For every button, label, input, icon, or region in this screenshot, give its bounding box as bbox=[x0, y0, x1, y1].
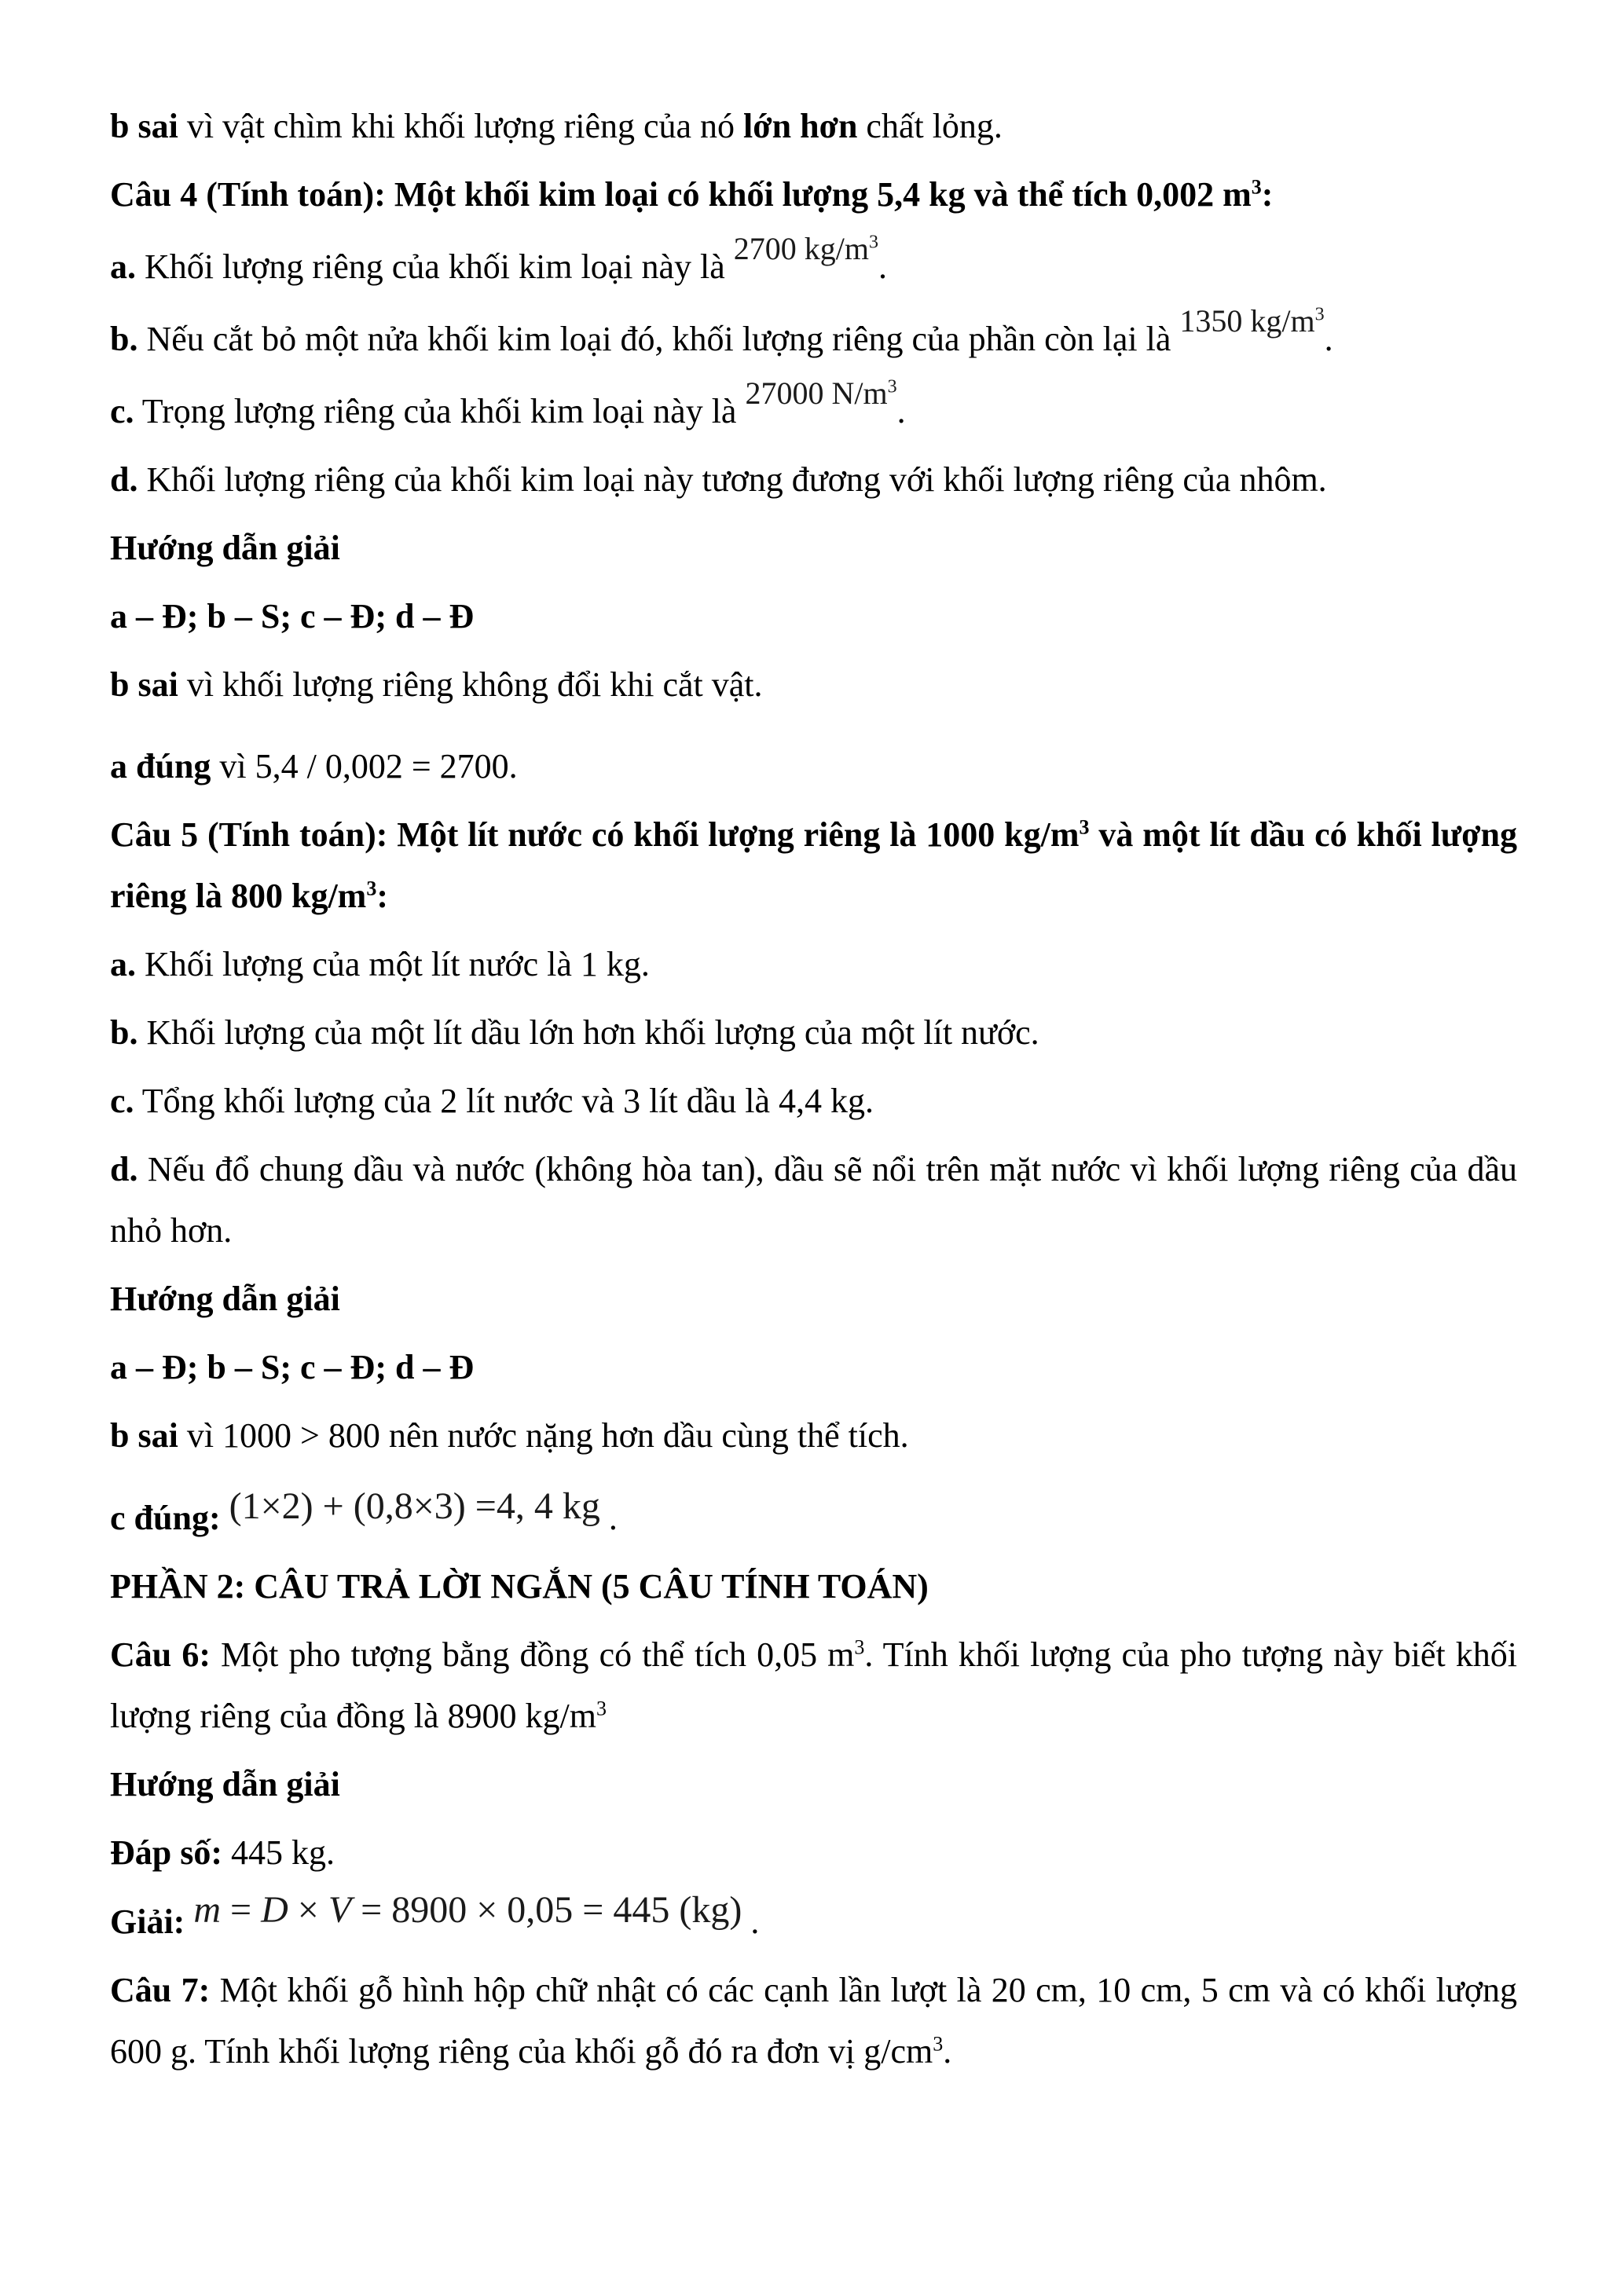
q5-option-d bbox=[110, 1139, 1517, 1262]
question-label: Câu 6: bbox=[110, 1635, 211, 1674]
superscript: 3 bbox=[366, 877, 377, 900]
question-6 bbox=[110, 1624, 1517, 1747]
formula-text: = 8900 × 0,05 = 445 (kg) bbox=[351, 1889, 742, 1931]
bold-run: Câu 4 (Tính toán): Một khối kim loại có khối lượng 5,4 kg và thể tích 0,002 m bbox=[110, 175, 1252, 214]
q5-note-c-dung bbox=[110, 1487, 1517, 1549]
part-2-heading bbox=[110, 1556, 1517, 1617]
text-run: . bbox=[742, 1902, 760, 1941]
bold-run: Câu 5 (Tính toán): Một lít nước có khối lượng riêng là 1000 kg/m bbox=[110, 815, 1080, 854]
formula-exponent: 3 bbox=[1314, 304, 1325, 325]
q4-option-b bbox=[110, 305, 1517, 370]
bold-run: a đúng bbox=[110, 747, 211, 785]
q4-option-c bbox=[110, 377, 1517, 442]
superscript: 3 bbox=[854, 1635, 865, 1659]
text-run: Khối lượng của một lít nước là 1 kg. bbox=[136, 945, 650, 983]
text-run: Khối lượng riêng của khối kim loại này tương đương với khối lượng riêng của nhôm. bbox=[137, 460, 1327, 499]
formula-base: 1350 kg/m bbox=[1179, 303, 1315, 339]
q4-note-a-dung bbox=[110, 736, 1517, 797]
option-label: d. bbox=[110, 1150, 138, 1188]
formula-var: m bbox=[193, 1889, 221, 1931]
bold-run: : bbox=[376, 877, 388, 915]
q4-note-b-sai bbox=[110, 654, 1517, 716]
q5-option-b bbox=[110, 1002, 1517, 1064]
question-5-title bbox=[110, 804, 1517, 927]
bold-run: Hướng dẫn giải bbox=[110, 529, 340, 567]
formula-exponent: 3 bbox=[887, 376, 897, 397]
text-run bbox=[185, 1902, 193, 1941]
bold-run: Hướng dẫn giải bbox=[110, 1280, 340, 1318]
text-run: vì 1000 > 800 nên nước nặng hơn dầu cùng thể tích. bbox=[178, 1416, 909, 1455]
text-run: vì 5,4 / 0,002 = 2700. bbox=[211, 747, 518, 785]
text-run bbox=[221, 1499, 229, 1537]
formula-weight-27000 bbox=[745, 377, 896, 410]
option-label: b. bbox=[110, 1013, 138, 1052]
text-run: . bbox=[943, 2032, 952, 2071]
bold-run: b sai bbox=[110, 107, 178, 145]
bold-run: : bbox=[1261, 175, 1274, 214]
bold-run: và một lít dầu có khối lượng riêng là 800 kg/m bbox=[110, 815, 1517, 915]
text-run: Trọng lượng riêng của khối kim loại này là bbox=[134, 392, 746, 430]
text-run: Tổng khối lượng của 2 lít nước và 3 lít dầu là 4,4 kg. bbox=[134, 1082, 874, 1120]
text-run: . bbox=[896, 392, 906, 430]
text-run: . Tính khối lượng của pho tượng này biết khối lượng riêng của đồng là 8900 kg/m bbox=[110, 1635, 1517, 1735]
question-4-title bbox=[110, 164, 1517, 225]
formula-base: 27000 N/m bbox=[745, 375, 888, 411]
text-run: chất lỏng. bbox=[857, 107, 1003, 145]
superscript: 3 bbox=[1251, 175, 1262, 199]
formula-m-equals-dv bbox=[193, 1891, 742, 1930]
formula-text: × bbox=[288, 1889, 328, 1931]
q5-solution-heading bbox=[110, 1269, 1517, 1330]
q5-note-b-sai bbox=[110, 1405, 1517, 1467]
formula-exponent: 3 bbox=[868, 232, 878, 253]
bold-run: c đúng: bbox=[110, 1499, 221, 1537]
q6-solution-heading bbox=[110, 1754, 1517, 1815]
text-run: vì vật chìm khi khối lượng riêng của nó bbox=[178, 107, 744, 145]
option-label: c. bbox=[110, 1082, 134, 1120]
text-run: . bbox=[599, 1499, 618, 1537]
bold-run: a – Đ; b – S; c – Đ; d – Đ bbox=[110, 1348, 475, 1386]
note-b-sai-sink bbox=[110, 96, 1517, 157]
superscript: 3 bbox=[596, 1697, 607, 1720]
q4-option-d bbox=[110, 449, 1517, 511]
question-label: Câu 7: bbox=[110, 1971, 211, 2009]
option-label: c. bbox=[110, 392, 134, 430]
q4-solution-heading bbox=[110, 518, 1517, 579]
q5-option-a bbox=[110, 934, 1517, 995]
formula-density-2700 bbox=[734, 233, 878, 265]
bold-run: a – Đ; b – S; c – Đ; d – Đ bbox=[110, 597, 475, 635]
bold-run: PHẦN 2: CÂU TRẢ LỜI NGẮN (5 CÂU TÍNH TOÁN) bbox=[110, 1567, 929, 1606]
bold-run: Đáp số: bbox=[110, 1833, 223, 1872]
superscript: 3 bbox=[1079, 815, 1090, 839]
bold-run: Hướng dẫn giải bbox=[110, 1765, 340, 1803]
q6-answer bbox=[110, 1822, 1517, 1884]
formula-var: V bbox=[328, 1889, 352, 1931]
question-7 bbox=[110, 1960, 1517, 2082]
formula-sum-4-4kg bbox=[229, 1487, 600, 1526]
superscript: 3 bbox=[933, 2032, 944, 2056]
formula-text: (1×2) + (0,8×3) =4, 4 kg bbox=[229, 1485, 600, 1527]
text-run: Nếu đổ chung dầu và nước (không hòa tan), dầu sẽ nổi trên mặt nước vì khối lượng riêng của dầu nhỏ hơn. bbox=[110, 1150, 1517, 1250]
option-label: b. bbox=[110, 320, 138, 358]
text-run: Một khối gỗ hình hộp chữ nhật có các cạnh lần lượt là 20 cm, 10 cm, 5 cm và có khối lượng 600 g. Tính khối lượng riêng của khối gỗ đó ra đơn vị g/cm bbox=[110, 1971, 1517, 2071]
formula-text: = bbox=[221, 1889, 262, 1931]
text-run: vì khối lượng riêng không đổi khi cắt vật. bbox=[178, 665, 763, 704]
text-run: 445 kg. bbox=[222, 1833, 335, 1872]
formula-var: D bbox=[261, 1889, 288, 1931]
bold-run: b sai bbox=[110, 1416, 178, 1455]
q5-answer-key bbox=[110, 1337, 1517, 1398]
text-run: . bbox=[878, 247, 887, 286]
option-label: a. bbox=[110, 247, 136, 286]
option-label: a. bbox=[110, 945, 136, 983]
formula-density-1350 bbox=[1179, 305, 1324, 338]
text-run: Một pho tượng bằng đồng có thể tích 0,05 m bbox=[210, 1635, 855, 1674]
text-run: Khối lượng riêng của khối kim loại này là bbox=[136, 247, 734, 286]
q5-option-c bbox=[110, 1071, 1517, 1132]
option-label: d. bbox=[110, 460, 138, 499]
q6-solution bbox=[110, 1891, 1517, 1953]
bold-run: lớn hơn bbox=[743, 107, 858, 145]
q4-option-a bbox=[110, 233, 1517, 298]
bold-run: Giải: bbox=[110, 1902, 185, 1941]
q4-answer-key bbox=[110, 586, 1517, 647]
formula-base: 2700 kg/m bbox=[733, 231, 869, 266]
text-run: Khối lượng của một lít dầu lớn hơn khối lượng của một lít nước. bbox=[137, 1013, 1039, 1052]
text-run: Nếu cắt bỏ một nửa khối kim loại đó, khối lượng riêng của phần còn lại là bbox=[137, 320, 1180, 358]
text-run: . bbox=[1324, 320, 1333, 358]
bold-run: b sai bbox=[110, 665, 178, 704]
